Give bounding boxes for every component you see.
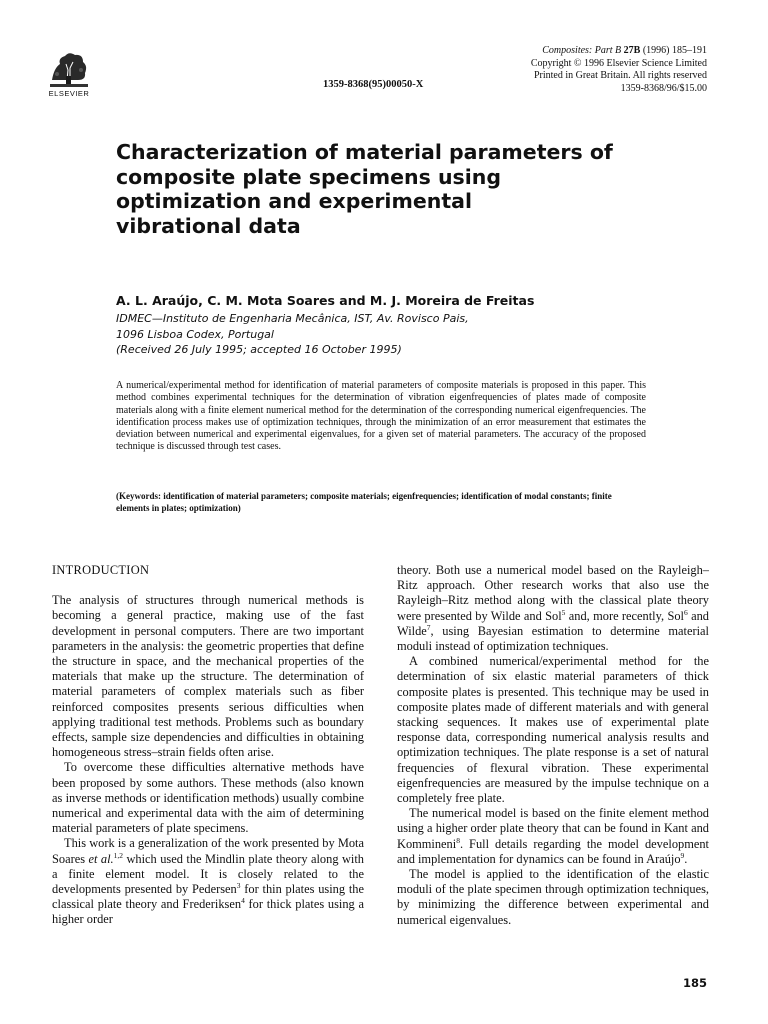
body-column-left: [52, 563, 364, 928]
reference-marker: 1,2: [113, 850, 124, 860]
abstract: A numerical/experimental method for identification of material parameters of composite materials is proposed in this paper. This method combines experimental techniques for the determination of vibration eigenfrequencies of plates made of composite materials along with a finite element numerical method for the determination of the corresponding numerical eigenfrequencies. The identification process makes use of optimization techniques, through the minimization of an error measurement that estimates the deviation between numerical and experimental eigenvalues, for a given set of material parameters. The accuracy of the proposed technique is discussed through test cases.: [116, 380, 646, 453]
affiliation-line: IDMEC—Instituto de Engenharia Mecânica, IST, Av. Rovisco Pais,: [116, 312, 469, 325]
body-column-right: [397, 563, 709, 928]
reference-marker: 7: [426, 622, 431, 632]
paper-title: [116, 140, 676, 238]
publisher-logo: [48, 50, 90, 98]
reference-marker: 5: [561, 607, 566, 617]
journal-volume: 27B: [623, 45, 641, 56]
affiliation: [116, 311, 469, 358]
journal-pages: (1996) 185–191: [642, 45, 707, 56]
reference-marker: 3: [236, 880, 241, 890]
title-line: composite plate specimens using: [116, 164, 502, 189]
title-line: optimization and experimental: [116, 189, 472, 213]
reference-marker: 6: [684, 607, 688, 617]
keywords: (Keywords: identification of material parameters; composite materials; eigenfrequencies; identification of modal constants; finite elements in plates; optimization): [116, 491, 612, 513]
section-heading: INTRODUCTION: [52, 563, 150, 577]
received-dates: (Received 26 July 1995; accepted 16 October 1995): [116, 343, 402, 356]
journal-citation: [531, 45, 707, 58]
printed-line: Printed in Great Britain. All rights reserved: [533, 70, 707, 81]
author-list: A. L. Araújo, C. M. Mota Soares and M. J. Moreira de Freitas: [116, 293, 535, 308]
journal-info: [531, 45, 707, 95]
paragraph: This work is a generalization of the work presented by Mota Soares et al.$^{1,2}$ which used the Mindlin plate theory along with a finite element model. It is closely related to the developments presented by Pedersen$^3$ for thin plates using the classical plate theory and Frederiksen$^4$ for thick plates using a higher order: [52, 836, 364, 927]
paragraph: The numerical model is based on the finite element method using a higher order plate theory that can be found in Kant and Kommineni$^8$. Full details regarding the model development and implementation for dynamics can be found in Araújo$^9$.: [397, 806, 709, 866]
paragraph: The model is applied to the identification of the elastic moduli of the plate specimen through optimization techniques, by minimizing the difference between experimental and numerical eigenvalues.: [397, 867, 709, 927]
elsevier-tree-icon: [48, 50, 90, 88]
issn-price-line: 1359-8368/96/$15.00: [620, 82, 707, 94]
reference-marker: 4: [241, 896, 245, 906]
affiliation-line: 1096 Lisboa Codex, Portugal: [116, 327, 274, 341]
journal-name: Composites: Part B: [542, 45, 622, 56]
paragraph: The analysis of structures through numerical methods is becoming a general practice, making use of the fast development in personal computers. There are two important parameters in the analysis: the geometric properties that define the structure in space, and the mechanical properties of the materials that make up the structure. The determination of material parameters of complex materials such as fiber reinforced composites presents serious difficulties when applying traditional test methods. Problems such as boundary effects, sample size dependencies and difficulties in obtaining homogeneous stress–strain fields often arise.: [52, 593, 364, 760]
reference-marker: 8: [456, 835, 460, 845]
copyright-line: Copyright © 1996 Elsevier Science Limited: [530, 57, 707, 69]
title-line: Characterization of material parameters of: [116, 140, 613, 164]
page-number: 185: [682, 976, 707, 990]
reference-marker: 9: [680, 850, 685, 860]
publisher-name: ELSEVIER: [48, 89, 90, 98]
paragraph: theory. Both use a numerical model based on the Rayleigh–Ritz approach. Other research works that also use the Rayleigh–Ritz method along with the classical plate theory were presented by Wilde and Sol$^5$ and, more recently, Sol$^6$ and Wilde$^7$, using Bayesian estimation to determine material moduli instead of optimization techniques.: [397, 563, 709, 654]
et-al: et al.: [88, 851, 114, 866]
paragraph: To overcome these difficulties alternative methods have been proposed by some authors. These methods (also known as inverse methods or identification methods) usually combine numerical and experimental data with the aim of determining material parameters of plate specimens.: [52, 760, 364, 836]
paragraph: A combined numerical/experimental method for the determination of six elastic material parameters of thick composite plates is presented. This technique may be used in composite plates made of different materials and with general stacking sequences. It makes use of experimental plate response data, corresponding numerical analysis results and optimization techniques. The plate response is a set of natural frequencies of flexural vibration. These experimental eigenfrequencies are measured by the impulse technique on a completely free plate.: [397, 654, 709, 806]
title-line: vibrational data: [116, 213, 301, 238]
doi-code: 1359-8368(95)00050-X: [323, 79, 424, 90]
